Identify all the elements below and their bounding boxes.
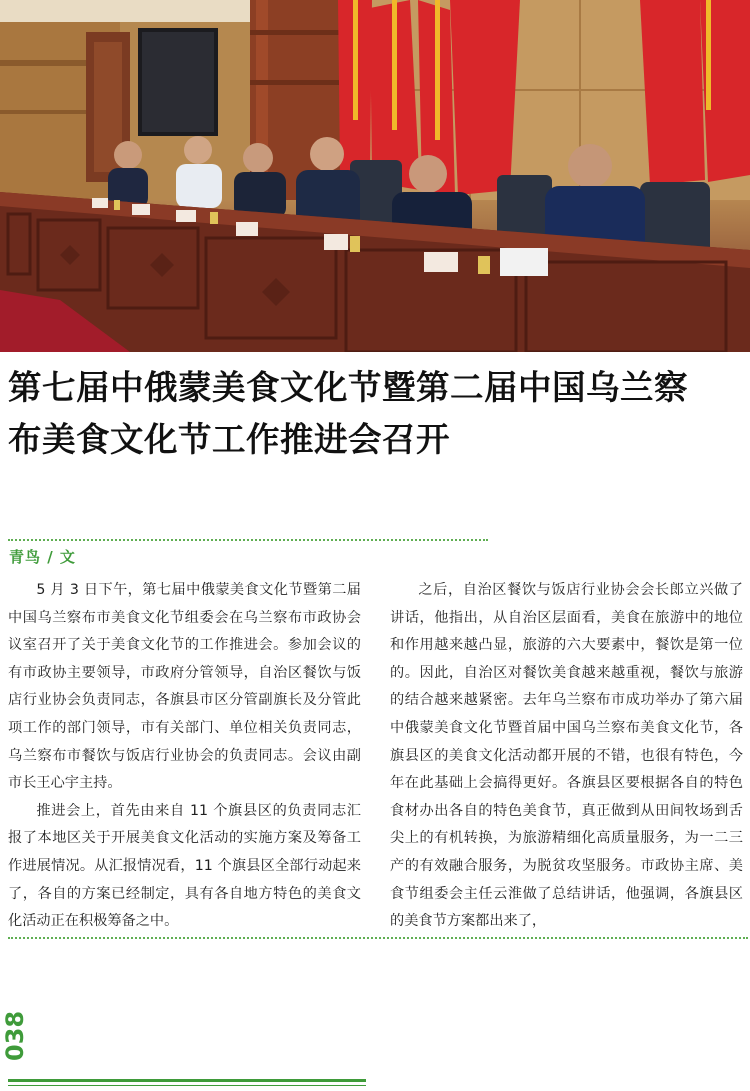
article-title-line1: 第七届中俄蒙美食文化节暨第二届中国乌兰察: [8, 368, 688, 407]
body-column-right: [390, 577, 743, 936]
paragraph: 5 月 3 日下午，第七届中俄蒙美食文化节暨第二届中国乌兰察布市美食文化节组委会在乌兰察布市政协会议室召开了关于美食文化节的工作推进会。参加会议的有市政协主要领导，市政府分管领导，自治区餐饮与饭店行业协会负责同志，各旗县市区分管副旗长及分管此项工作的部门领导，市有关部门、单位相关负责同志，乌兰察布市餐饮与饭店行业协会的负责同志。会议由副市长王心宇主持。: [8, 582, 361, 792]
footer-rule: [8, 1079, 366, 1082]
paragraph: 之后，自治区餐饮与饭店行业协会会长郎立兴做了讲话，他指出，从自治区层面看，美食在旅游中的地位和作用越来越凸显，旅游的六大要素中，餐饮是第一位的。因此，自治区对餐饮美食越来越重视，餐饮与旅游的结合越来越紧密。去年乌兰察布市成功举办了第六届中俄蒙美食文化节暨首届中国乌兰察布美食文化节，各旗县区的美食文化活动都开展的不错，也很有特色，今年在此基础上会搞得更好。各旗县区要根据各自的特色食材办出各自的特色美食节，真正做到从田间牧场到舌尖上的有机转换，为旅游精细化高质量服务，为一二三产的有效融合服务，为脱贫攻坚服务。市政协主席、美食节组委会主任云淮做了总结讲话，他强调，各旗县区的美食节方案都出来了，: [390, 582, 743, 930]
page-number: 038: [1, 1010, 29, 1061]
body-column-left: [8, 577, 361, 936]
article-title: [8, 362, 743, 466]
byline: 青鸟 / 文: [9, 548, 76, 566]
paragraph: 推进会上，首先由来自 11 个旗县区的负责同志汇报了本地区关于开展美食文化活动的实施方案及筹备工作进展情况。从汇报情况看，11 个旗县区全部行动起来了，各自的方案已经制定，具有各自地方特色的美食文化活动正在积极筹备之中。: [8, 802, 361, 930]
divider-top: [8, 539, 488, 541]
divider-bottom: [8, 937, 748, 939]
meeting-photo-illustration: [0, 0, 750, 352]
footer-rule-thin: [8, 1085, 366, 1086]
article-title-line2: 布美食文化节工作推进会召开: [8, 420, 450, 459]
meeting-photo: [0, 0, 750, 352]
